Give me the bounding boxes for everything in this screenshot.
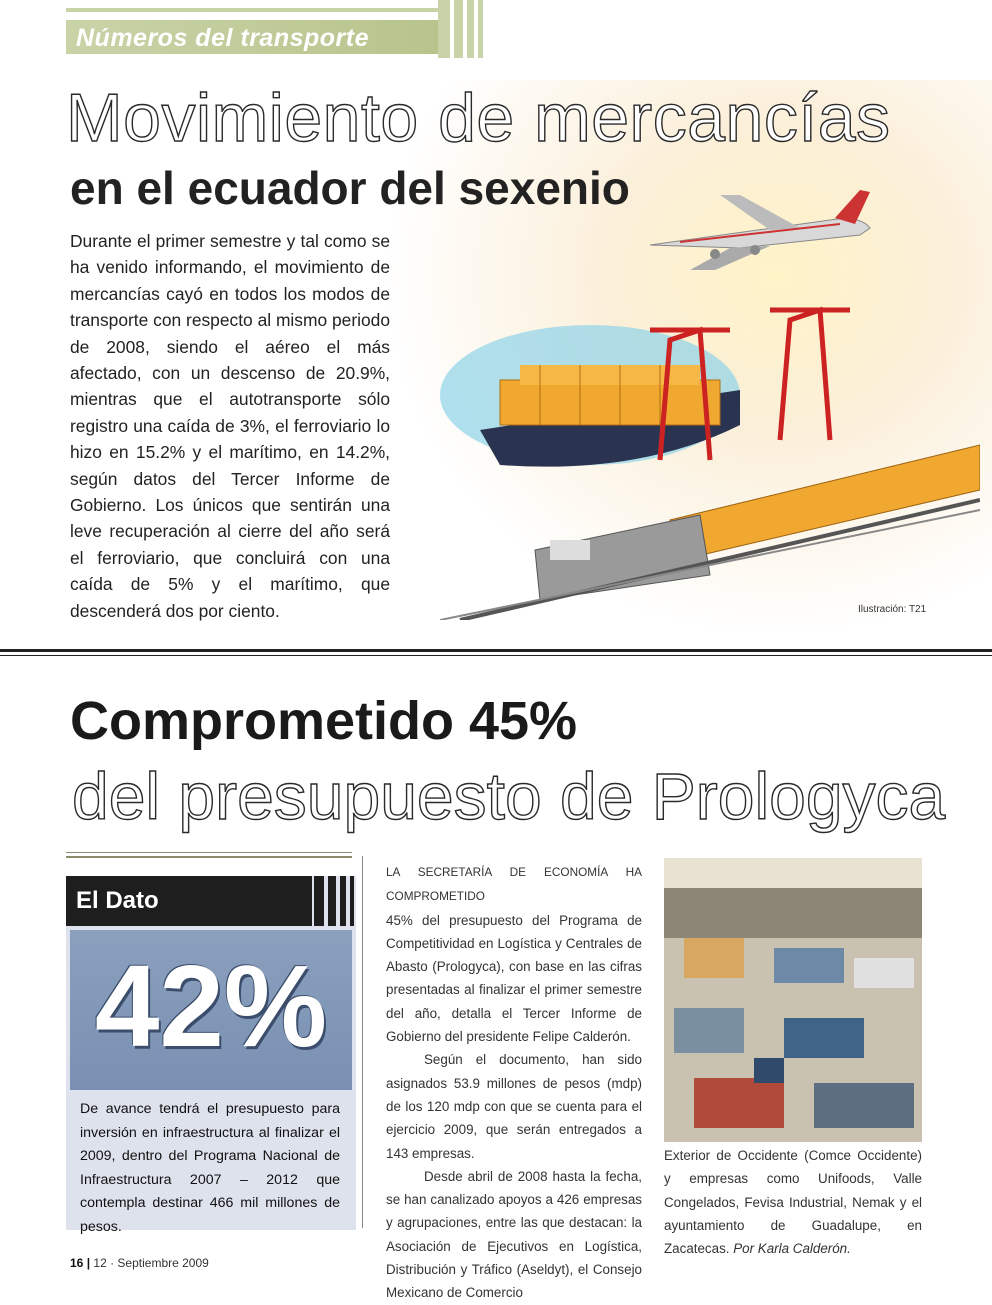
- airplane-icon: [650, 190, 870, 270]
- article1-body: Durante el primer semestre y tal como se ha venido informando, el movimiento de mercancías cayó en todos los modos de transporte con respecto al mismo periodo de 2008, siendo el aéreo el más afectado, con un descenso de 20.9%, mientras que el autotransporte sólo registro una caída de 3%, el ferroviario lo hizo en 15.2% y el marítimo, en 14.2%, según datos del Tercer Informe de Gobierno. Los únicos que sentirán una leve recuperación al cierre del año será el ferroviario, que concluirá con una caída de 5% y el marítimo, que descenderá dos por ciento.: [70, 231, 390, 621]
- page-number: 16: [70, 1256, 84, 1270]
- article2-title: Comprometido 45%: [70, 691, 578, 751]
- banner-top-line: [66, 8, 438, 12]
- article2-column2: [386, 860, 642, 1305]
- illustration-credit: Ilustración: T21: [858, 604, 927, 615]
- dato-number: 42%: [94, 941, 328, 1071]
- article2-column3-text: Exterior de Occidente (Comce Occidente) y empresas como Unifoods, Valle Congelados, Fevisa Industrial, Nemak y el ayuntamiento de Guadalupe, en Zacatecas.: [664, 1148, 922, 1257]
- market-photo: [664, 858, 922, 1142]
- article2-paragraph3: Desde abril de 2008 hasta la fecha, se han canalizado apoyos a 426 empresas y agrupaciones, entre las que destacan: la Asociación de Ejecutivos en Logística, Distribución y Tráfico (Aseldyt), el Consejo Mexicano de Comercio: [386, 1168, 642, 1301]
- article2-paragraph2: Según el documento, han sido asignados 53.9 millones de pesos (mdp) de los 120 mdp con que se cuenta para el ejercicio 2009, que serán entregados a 143 empresas.: [386, 1052, 642, 1161]
- banner-bars-decoration: [438, 0, 508, 58]
- section-divider: [0, 649, 992, 652]
- transport-illustration: [440, 190, 980, 620]
- issue-date: 12 · Septiembre 2009: [93, 1256, 209, 1270]
- dato-top-rule-thick: [66, 856, 352, 858]
- article1-title: Movimiento de mercancías: [66, 80, 891, 156]
- dato-bars-decoration: [312, 876, 356, 926]
- section-divider-thin: [0, 655, 992, 656]
- page-footer: [70, 1256, 209, 1270]
- footer-separator: |: [86, 1256, 91, 1270]
- dato-top-rule: [66, 852, 352, 853]
- dato-text: De avance tendrá el presupuesto para inversión en infraestructura al finalizar el 2009, dentro del Programa Nacional de Infraestructura 2007 – 2012 que contempla destinar 466 mil millones de pesos.: [80, 1101, 340, 1235]
- article1-subtitle: en el ecuador del sexenio: [70, 162, 630, 214]
- freight-train-icon: [440, 445, 980, 620]
- article2-paragraph1: 45% del presupuesto del Programa de Competitividad en Logística y Centrales de Abasto (Prologyca), con base en las cifras presentadas al finalizar el primer semestre del año, detalla el Tercer Informe de Gobierno del presidente Felipe Calderón.: [386, 912, 642, 1045]
- column-rule: [362, 856, 363, 1228]
- article2-byline: Por Karla Calderón.: [733, 1241, 851, 1257]
- dato-label: El Dato: [66, 876, 312, 926]
- cargo-ship-icon: [480, 365, 740, 467]
- section-banner: Números del transporte: [66, 20, 438, 54]
- article2-column3: [664, 1144, 922, 1260]
- article2-lead: LA SECRETARÍA DE ECONOMÍA HA COMPROMETIDO: [386, 865, 642, 904]
- article2-subtitle: del presupuesto de Prologyca: [72, 759, 946, 833]
